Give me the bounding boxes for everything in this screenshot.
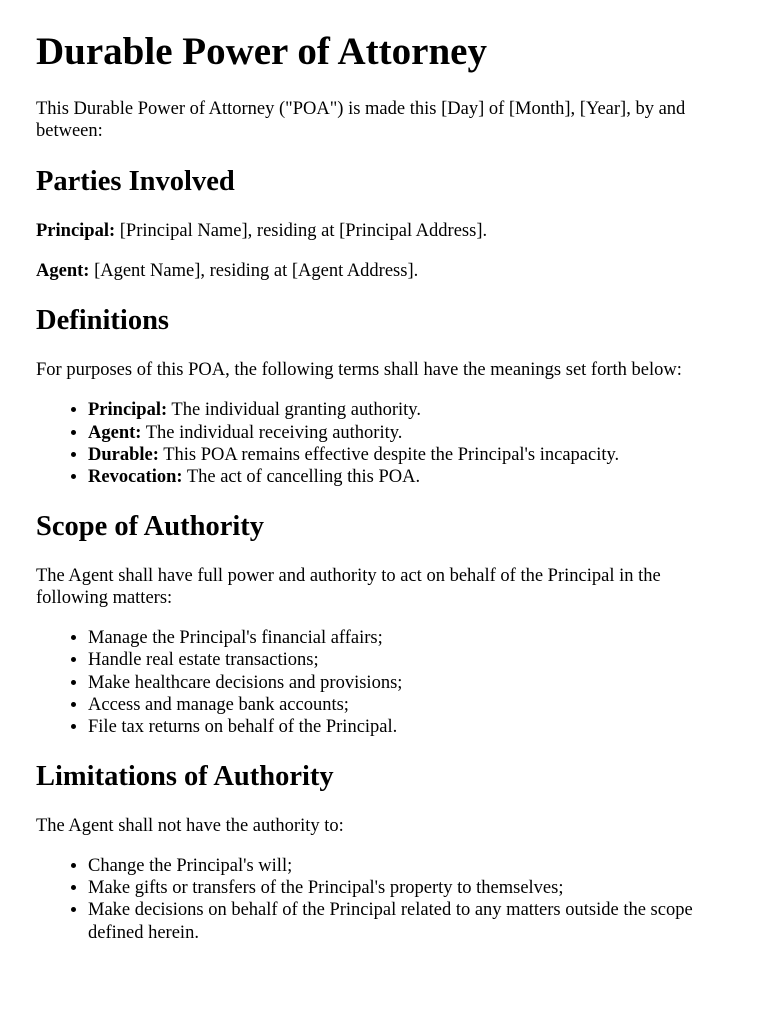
list-item: • File tax returns on behalf of the Principal. [88, 716, 734, 738]
scope-heading: Scope of Authority [36, 511, 264, 543]
definition-text: The individual receiving authority. [141, 422, 403, 443]
limitations-heading: Limitations of Authority [36, 761, 334, 793]
document-title: Durable Power of Attorney [36, 30, 487, 73]
list-item: • Make healthcare decisions and provisions; [88, 672, 734, 694]
scope-intro: The Agent shall have full power and authority to act on behalf of the Principal in the following matters: [36, 565, 661, 609]
definition-term: Revocation: [88, 466, 183, 487]
limitations-intro: The Agent shall not have the authority to: [36, 815, 344, 836]
intro-paragraph: This Durable Power of Attorney ("POA") is made this [Day] of [Month], [Year], by and between: [36, 98, 686, 142]
definition-text: The act of cancelling this POA. [182, 466, 421, 487]
definitions-heading: Definitions [36, 305, 170, 337]
definition-term: Agent: [88, 422, 142, 443]
definition-text: This POA remains effective despite the Principal's incapacity. [158, 444, 620, 465]
principal-text: [Principal Name], residing at [Principal Address]. [115, 220, 488, 241]
list-item [88, 399, 734, 421]
definition-term: Durable: [88, 444, 159, 465]
list-item: • Make decisions on behalf of the Principal related to any matters outside the scope defined herein. [88, 899, 734, 943]
list-item: • Change the Principal's will; [88, 855, 734, 877]
definitions-intro: For purposes of this POA, the following terms shall have the meanings set forth below: [36, 360, 682, 381]
list-item [88, 422, 734, 444]
list-item: • Handle real estate transactions; [88, 649, 734, 671]
principal-line [36, 220, 734, 242]
definition-text: The individual granting authority. [167, 400, 421, 421]
scope-list [36, 627, 734, 738]
agent-line [36, 260, 734, 282]
definition-term: Principal: [88, 400, 168, 421]
agent-label: Agent: [36, 261, 90, 282]
limitations-list [36, 855, 734, 944]
list-item: • Access and manage bank accounts; [88, 694, 734, 716]
principal-label: Principal: [36, 220, 116, 241]
definitions-list [36, 399, 734, 488]
list-item [88, 466, 734, 488]
list-item: • Make gifts or transfers of the Principal's property to themselves; [88, 877, 734, 899]
list-item: • Manage the Principal's financial affairs; [88, 627, 734, 649]
parties-heading: Parties Involved [36, 166, 235, 198]
agent-text: [Agent Name], residing at [Agent Address]. [89, 261, 419, 282]
list-item [88, 444, 734, 466]
